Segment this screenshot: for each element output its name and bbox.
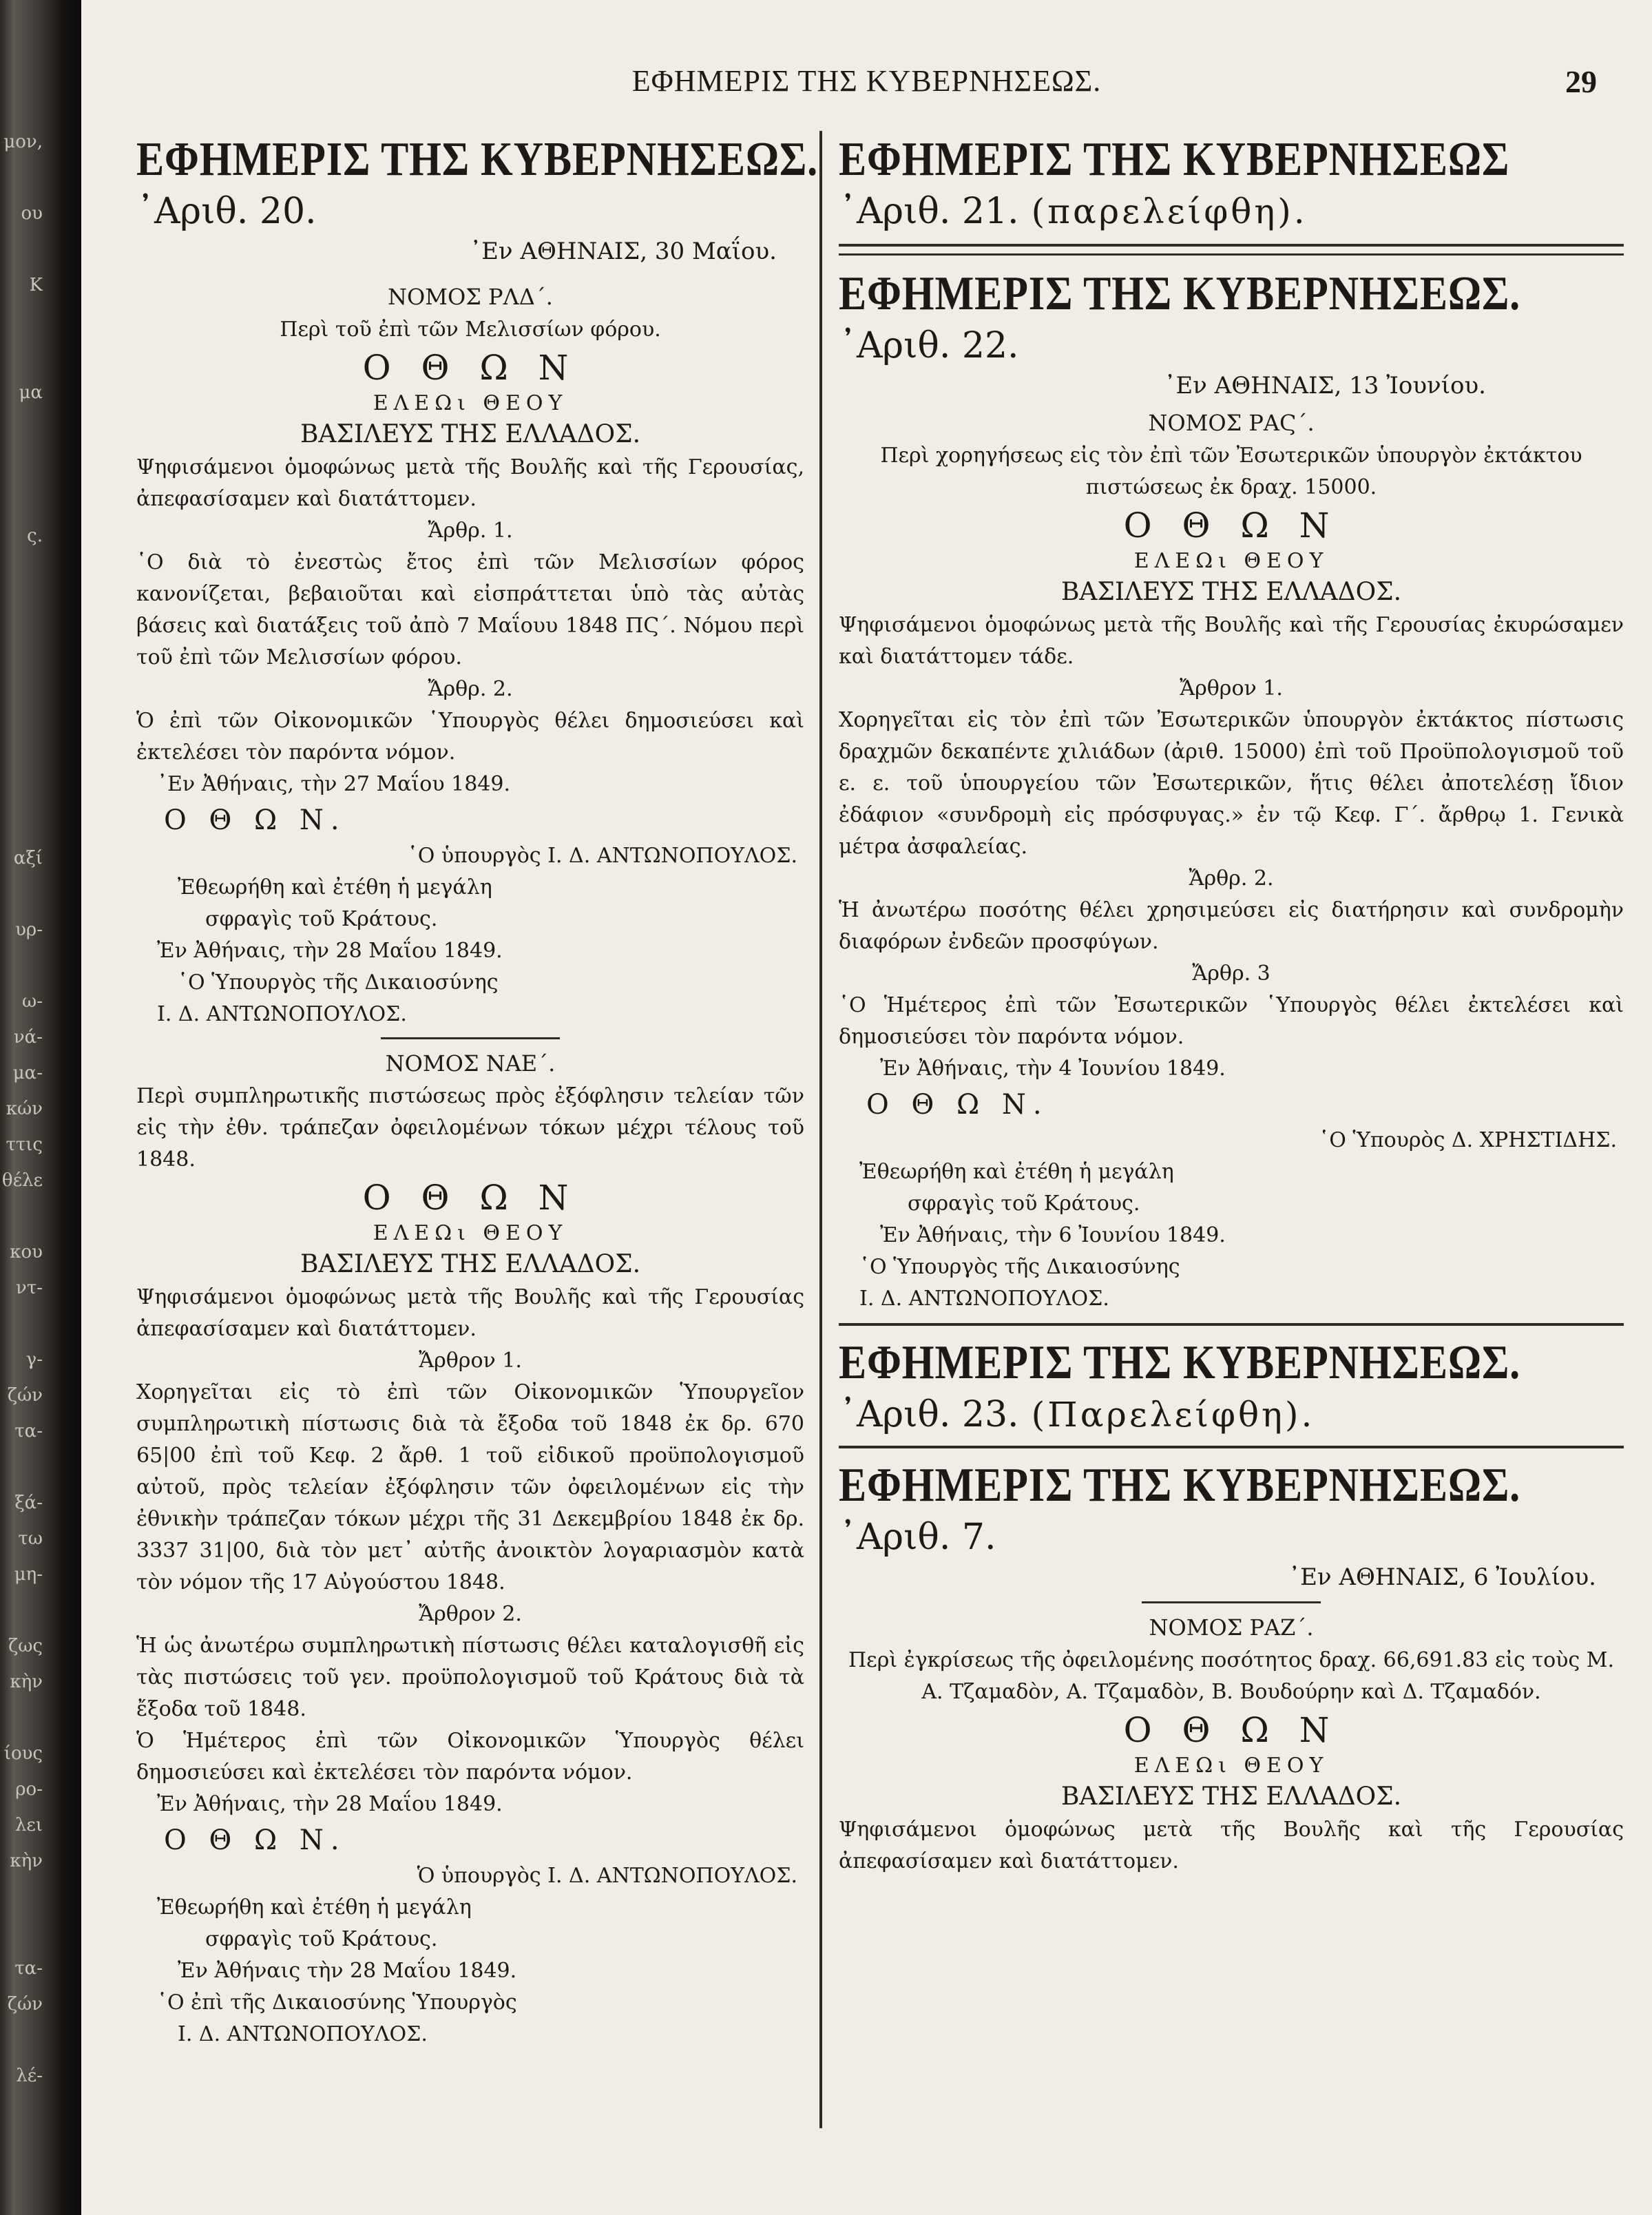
facing-page-fragment: ντ- (16, 1278, 43, 1298)
minister-signature: Ὁ ὑπουργὸς Ι. Δ. ΑΝΤΩΝΟΠΟΥΛΟΣ. (417, 1864, 797, 1888)
facing-page-fragment: λέ- (16, 2066, 43, 2086)
law-subject: Περὶ τοῦ ἐπὶ τῶν Μελισσίων φόρου. (280, 318, 661, 342)
facing-page-fragment (1, 1198, 43, 1234)
left-column (136, 131, 819, 2050)
law-subject: Περὶ χορηγήσεως εἰς τὸν ἐπὶ τῶν Ἐσωτερικῶν ὑπουργὸν ἐκτάκτου πιστώσεως ἐκ δραχ. 15000. (880, 444, 1582, 499)
facing-page-fragment (1, 590, 43, 625)
facing-page-fragment: θέλε (1, 1170, 43, 1191)
seal-line: σφραγὶς τοῦ Κράτους. (908, 1192, 1140, 1216)
issue-number-7: ᾽Αριθ. 7. (839, 1517, 996, 1558)
issue-divider (839, 1446, 1624, 1448)
seal-line: Ἐθεωρήθη καὶ ἐτέθη ἡ μεγάλη (157, 1895, 472, 1920)
facing-page-fragment (1, 1449, 43, 1485)
masthead-issue-20: ΕΦΗΜΕΡΙΣ ΤΗΣ ΚΥΒΕΡΝΗΣΕΩΣ. (136, 133, 819, 186)
facing-page-fragment: κὴν (10, 1672, 43, 1692)
section-divider (1142, 1601, 1321, 1603)
issue-divider (839, 244, 1624, 256)
facing-page-fragment (1, 769, 43, 804)
facing-page-fragment: τω (18, 1528, 43, 1549)
facing-page-fragment (1, 804, 43, 840)
running-head: ΕΦΗΜΕΡΙΣ ΤΗΣ ΚΥΒΕΡΝΗΣΕΩΣ. (631, 64, 1102, 98)
facing-page-fragment: ζών (7, 1994, 43, 2015)
by-grace-of-god: ΕΛΕΩι ΘΕΟΥ (373, 1221, 568, 1245)
seal-date: Ἐν Ἀθήναις, τὴν 28 Μαΐου 1849. (157, 939, 503, 963)
article-text: ῾Ο Ἡμέτερος ἐπὶ τῶν Ἐσωτερικῶν ῾Υπουργὸς θέλει ἐκτελέσει καὶ δημοσιεύσει τὸν παρόντα νόμον. (839, 993, 1624, 1049)
seal-line: σφραγὶς τοῦ Κράτους. (205, 907, 438, 931)
article-text: Χορηγεῖται εἰς τὸ ἐπὶ τῶν Οἰκονομικῶν Ὑπουργεῖον συμπληρωτικὴ πίστωσις διὰ τὰ ἔξοδα τοῦ 1848 ἐκ δρ. 670 65|00 ἐπὶ τοῦ Κεφ. 2 ἄρθ. 1 τοῦ εἰδικοῦ προϋπολογισμοῦ αὐτοῦ, πρὸς τελείαν ἐξόφλησιν τῶν ὀφειλομένων εἰς τὴν ἐθνικὴν τράπεζαν τόκων μέχρι τῆς 31 Δεκεμβρίου 1848 ἐκ δρ. 3337 31|00, διὰ τὸν μετ᾽ αὐτῆς ἀνοικτὸν λογαριασμὸν κατὰ τὸν νόμον τῆς 17 Αὐγούστου 1848. (136, 1380, 804, 1594)
king-of-greece: ΒΑΣΙΛΕΥΣ ΤΗΣ ΕΛΛΑΔΟΣ. (300, 1250, 641, 1278)
issue-number-21 (839, 189, 1624, 234)
seal-date: Ἐν Ἀθήναις τὴν 28 Μαΐου 1849. (178, 1959, 517, 1983)
king-of-greece: ΒΑΣΙΛΕΥΣ ΤΗΣ ΕΛΛΑΔΟΣ. (300, 420, 641, 448)
law-preamble: Ψηφισάμενοι ὁμοφώνως μετὰ τῆς Βουλῆς καὶ τῆς Γερουσίας ἀπεφασίσαμεν καὶ διατάττομεν. (136, 1285, 804, 1341)
facing-page-fragment (1, 661, 43, 697)
facing-page-fragment (1, 625, 43, 661)
facing-page-fragment: μον, (3, 132, 43, 152)
masthead-issue-22: ΕΦΗΜΕΡΙΣ ΤΗΣ ΚΥΒΕΡΝΗΣΕΩΣ. (839, 267, 1521, 320)
facing-page-fragment (1, 1700, 43, 1736)
minister-signature: ῾Ο ὑπουργὸς Ι. Δ. ΑΝΤΩΝΟΠΟΥΛΟΣ. (407, 844, 797, 868)
law-preamble: Ψηφισάμενοι ὁμοφώνως μετὰ τῆς Βουλῆς καὶ τῆς Γερουσίας, ἀπεφασίσαμεν καὶ διατάττομεν. (136, 455, 804, 511)
seal-date: Ἐν Ἀθήναις, τὴν 6 Ἰουνίου 1849. (880, 1223, 1226, 1247)
issue-number-20: ᾽Αριθ. 20. (136, 191, 317, 232)
facing-page-fragment: ου (21, 203, 43, 224)
facing-page-fragment: ζως (8, 1636, 43, 1656)
seal-line: Ἐθεωρήθη καὶ ἐτέθη ἡ μεγάλη (178, 875, 492, 899)
facing-page-fragment (1, 1306, 43, 1342)
place-date: Ἐν Ἀθήναις, τὴν 4 Ἰουνίου 1849. (880, 1057, 1226, 1081)
facing-page-fragment: τα- (14, 1958, 43, 1979)
place-date: Ἐν Ἀθήναις, τὴν 28 Μαΐου 1849. (157, 1792, 503, 1816)
article-heading: Ἄρθρ. 3 (1192, 961, 1271, 986)
article-text: Χορηγεῖται εἰς τὸν ἐπὶ τῶν Ἐσωτερικῶν ὑπουργὸν ἐκτάκτος πίστωσις δραχμῶν δεκαπέντε χιλιάδων (ἀριθ. 15000) ἐπὶ τοῦ Προϋπολογισμοῦ τοῦ ε. ε. τοῦ ὑπουργείου τῶν Ἐσωτερικῶν, ἥτις θέλει ἀποτελέσῃ ἴδιον ἐδάφιον «συνδρομὴ εἰς πρόσφυγας.» ἐν τῷ Κεφ. Γ΄. ἄρθρῳ 1. Γενικὰ μέτρα ἀσφαλείας. (839, 708, 1624, 859)
facing-page-fragment: κών (6, 1099, 43, 1119)
article-heading: Ἄρθρ. 2. (428, 677, 513, 701)
law-title: ΝΟΜΟΣ ΡΛΔ΄. (388, 284, 553, 310)
facing-page-fragment: λει (14, 1815, 43, 1836)
facing-page-fragment: υρ- (15, 919, 43, 940)
law-subject: Περὶ ἐγκρίσεως τῆς ὀφειλομένης ποσότητος δραχ. 66,691.83 εἰς τοὺς Μ. Α. Τζαμαδὸν, Α. Τζαμαδὸν, Β. Βουδούρην καὶ Δ. Τζαμαδόν. (848, 1648, 1615, 1704)
facing-page-fragment (1, 231, 43, 267)
issue-21-number: ᾽Αριθ. 21. (839, 191, 1019, 232)
issue-23-omitted-note: (Παρελείφθη). (1031, 1395, 1315, 1435)
law-title: ΝΟΜΟΣ ΝΑΕ΄. (385, 1050, 556, 1077)
issue-21-omitted-note: (παρελείφθη). (1031, 191, 1308, 231)
law-title: ΝΟΜΟΣ ΡΑϚ΄. (1148, 410, 1315, 436)
facing-page-fragment (1, 948, 43, 984)
masthead-issue-21: ΕΦΗΜΕΡΙΣ ΤΗΣ ΚΥΒΕΡΝΗΣΕΩΣ (839, 133, 1510, 186)
facing-page-fragment (1, 1915, 43, 1951)
article-heading: Ἄρθρον 1. (419, 1349, 522, 1373)
king-of-greece: ΒΑΣΙΛΕΥΣ ΤΗΣ ΕΛΛΑΔΟΣ. (1060, 1782, 1402, 1811)
right-column (839, 131, 1624, 1878)
article-heading: Ἄρθρον 2. (419, 1602, 522, 1626)
justice-minister-title: ῾Ο Ὑπουργὸς τῆς Δικαιοσύνης (178, 970, 499, 995)
facing-page-fragment: Κ (29, 275, 43, 295)
facing-page-fragment (1, 160, 43, 196)
by-grace-of-god: ΕΛΕΩι ΘΕΟΥ (373, 391, 568, 415)
facing-page-fragment: μα- (12, 1063, 43, 1083)
facing-page-fragment: κὴν (10, 1851, 43, 1871)
facing-page-fragment: ξά- (14, 1493, 43, 1513)
justice-minister-title: ῾Ο ἐπὶ τῆς Δικαιοσύνης Ὑπουργὸς (157, 1990, 517, 2015)
issue-23-number: ᾽Αριθ. 23. (839, 1394, 1019, 1435)
masthead-issue-7: ΕΦΗΜΕΡΙΣ ΤΗΣ ΚΥΒΕΡΝΗΣΕΩΣ. (839, 1459, 1521, 1512)
facing-page-fragment: ω- (22, 991, 43, 1012)
seal-line: σφραγὶς τοῦ Κράτους. (205, 1927, 438, 1951)
facing-page-fragment: νά- (13, 1027, 43, 1048)
facing-page-fragments (1, 124, 43, 2094)
justice-minister-name: Ι. Δ. ΑΝΤΩΝΟΠΟΥΛΟΣ. (178, 2022, 428, 2046)
justice-minister-title: ῾Ο Ὑπουργὸς τῆς Δικαιοσύνης (859, 1255, 1180, 1279)
facing-page-fragment: αξί (13, 848, 43, 869)
king-of-greece: ΒΑΣΙΛΕΥΣ ΤΗΣ ΕΛΛΑΔΟΣ. (1060, 578, 1402, 606)
book-spine (0, 0, 81, 2215)
article-text: ῾Ο διὰ τὸ ἐνεστὼς ἔτος ἐπὶ τῶν Μελισσίων φόρος κανονίζεται, βεβαιοῦται καὶ εἰσπράττεται ὑπὸ τὰς αὐτὰς βάσεις καὶ διατάξεις τοῦ ἀπὸ 7 Μαΐουυ 1848 ΠϚ΄. Νόμου περὶ τοῦ ἐπὶ τῶν Μελισσίων φόρου. (136, 550, 804, 669)
facing-page-fragment (1, 410, 43, 446)
issue-7-date: ᾽Εν ΑΘΗΝΑΙΣ, 6 Ἰουλίου. (1288, 1563, 1596, 1591)
masthead-issue-23: ΕΦΗΜΕΡΙΣ ΤΗΣ ΚΥΒΕΡΝΗΣΕΩΣ. (839, 1336, 1521, 1389)
article-heading: Ἄρθρον 1. (1180, 676, 1283, 700)
facing-page-fragment (1, 733, 43, 769)
justice-minister-name: Ι. Δ. ΑΝΤΩΝΟΠΟΥΛΟΣ. (157, 1002, 407, 1026)
king-name: Ο Θ Ω Ν (1123, 1710, 1339, 1750)
by-grace-of-god: ΕΛΕΩι ΘΕΟΥ (1133, 1754, 1329, 1778)
column-rule (819, 131, 822, 2128)
newspaper-page (81, 0, 1652, 2215)
article-text: Ἡ ἀνωτέρω ποσότης θέλει χρησιμεύσει εἰς διατήρησιν καὶ συνδρομὴν διαφόρων ἐνδεῶν προσφύγων. (839, 898, 1624, 954)
king-signature: Ο Θ Ω Ν. (866, 1089, 1049, 1121)
king-name: Ο Θ Ω Ν (362, 348, 578, 388)
issue-number-22: ᾽Αριθ. 22. (839, 325, 1019, 366)
page-number: 29 (1565, 64, 1597, 99)
facing-page-fragment (1, 303, 43, 339)
king-name: Ο Θ Ω Ν (1123, 506, 1339, 545)
article-text: Ὁ Ἡμέτερος ἐπὶ τῶν Οἰκονομικῶν Ὑπουργὸς θέλει δημοσιεύσει καὶ ἐκτελέσει τὸν παρόντα νόμον. (136, 1729, 804, 1785)
king-name: Ο Θ Ω Ν (362, 1178, 578, 1218)
facing-page-fragment: τα- (14, 1421, 43, 1442)
facing-page-fragment: κου (10, 1242, 43, 1262)
facing-page-fragment (1, 339, 43, 375)
facing-page-fragment: γ- (25, 1349, 43, 1370)
facing-page-fragment (1, 554, 43, 590)
article-text: Ἡ ὡς ἀνωτέρω συμπληρωτικὴ πίστωσις θέλει καταλογισθῆ εἰς τὰς πιστώσεις τοῦ γεν. προϋπολογισμοῦ τοῦ Κράτους διὰ τὰ ἔξοδα τοῦ 1848. (136, 1634, 804, 1721)
issue-22-date: ᾽Εν ΑΘΗΝΑΙΣ, 13 Ἰουνίου. (1164, 372, 1486, 399)
issue-divider (839, 1323, 1624, 1326)
facing-page-fragment (1, 697, 43, 733)
place-date: ᾽Εν Ἀθήναις, τὴν 27 Μαΐου 1849. (157, 772, 511, 796)
law-preamble: Ψηφισάμενοι ὁμοφώνως μετὰ τῆς Βουλῆς καὶ τῆς Γερουσίας ἀπεφασίσαμεν καὶ διατάττομεν. (839, 1818, 1624, 1873)
facing-page-fragment: ρο- (15, 1779, 43, 1800)
law-preamble: Ψηφισάμενοι ὁμοφώνως μετὰ τῆς Βουλῆς καὶ τῆς Γερουσίας ἐκυρώσαμεν καὶ διατάττομεν τάδε. (839, 613, 1624, 669)
king-signature: Ο Θ Ω Ν. (164, 804, 346, 836)
section-divider (381, 1037, 560, 1039)
by-grace-of-god: ΕΛΕΩι ΘΕΟΥ (1133, 549, 1329, 573)
law-title: ΝΟΜΟΣ ΡΑΖ΄. (1149, 1614, 1314, 1641)
facing-page-fragment: ττις (6, 1134, 43, 1155)
facing-page-fragment: ς. (27, 526, 43, 546)
law-subject: Περὶ συμπληρωτικῆς πιστώσεως πρὸς ἐξόφλησιν τελείαν τῶν εἰς τὴν ἐθν. τράπεζαν ὀφειλομένων τόκων μέχρι τέλους τοῦ 1848. (136, 1084, 804, 1172)
article-text: Ὁ ἐπὶ τῶν Οἰκονομικῶν ῾Υπουργὸς θέλει δημοσιεύσει καὶ ἐκτελέσει τὸν παρόντα νόμον. (136, 709, 804, 765)
article-heading: Ἄρθρ. 1. (428, 519, 513, 543)
seal-line: Ἐθεωρήθη καὶ ἐτέθη ἡ μεγάλη (859, 1160, 1174, 1184)
issue-number-23 (839, 1392, 1624, 1437)
facing-page-fragment: μα (19, 382, 43, 403)
facing-page-fragment (1, 446, 43, 482)
article-heading: Ἄρθρ. 2. (1189, 866, 1274, 891)
facing-page-fragment (1, 2022, 43, 2058)
facing-page-fragment (1, 482, 43, 518)
facing-page-fragment: ζών (7, 1385, 43, 1406)
king-signature: Ο Θ Ω Ν. (164, 1824, 346, 1856)
facing-page-fragment: ίους (3, 1743, 43, 1764)
facing-page-fragment (1, 1592, 43, 1628)
minister-signature: ῾Ο Ὑπουρὸς Δ. ΧΡΗΣΤΙΔΗΣ. (1319, 1128, 1617, 1152)
facing-page-fragment (1, 876, 43, 912)
justice-minister-name: Ι. Δ. ΑΝΤΩΝΟΠΟΥΛΟΣ. (859, 1287, 1109, 1311)
facing-page-fragment (1, 1879, 43, 1915)
issue-20-date: ᾽Εν ΑΘΗΝΑΙΣ, 30 Μαΐου. (470, 238, 777, 265)
facing-page-fragment: μη- (14, 1564, 43, 1585)
